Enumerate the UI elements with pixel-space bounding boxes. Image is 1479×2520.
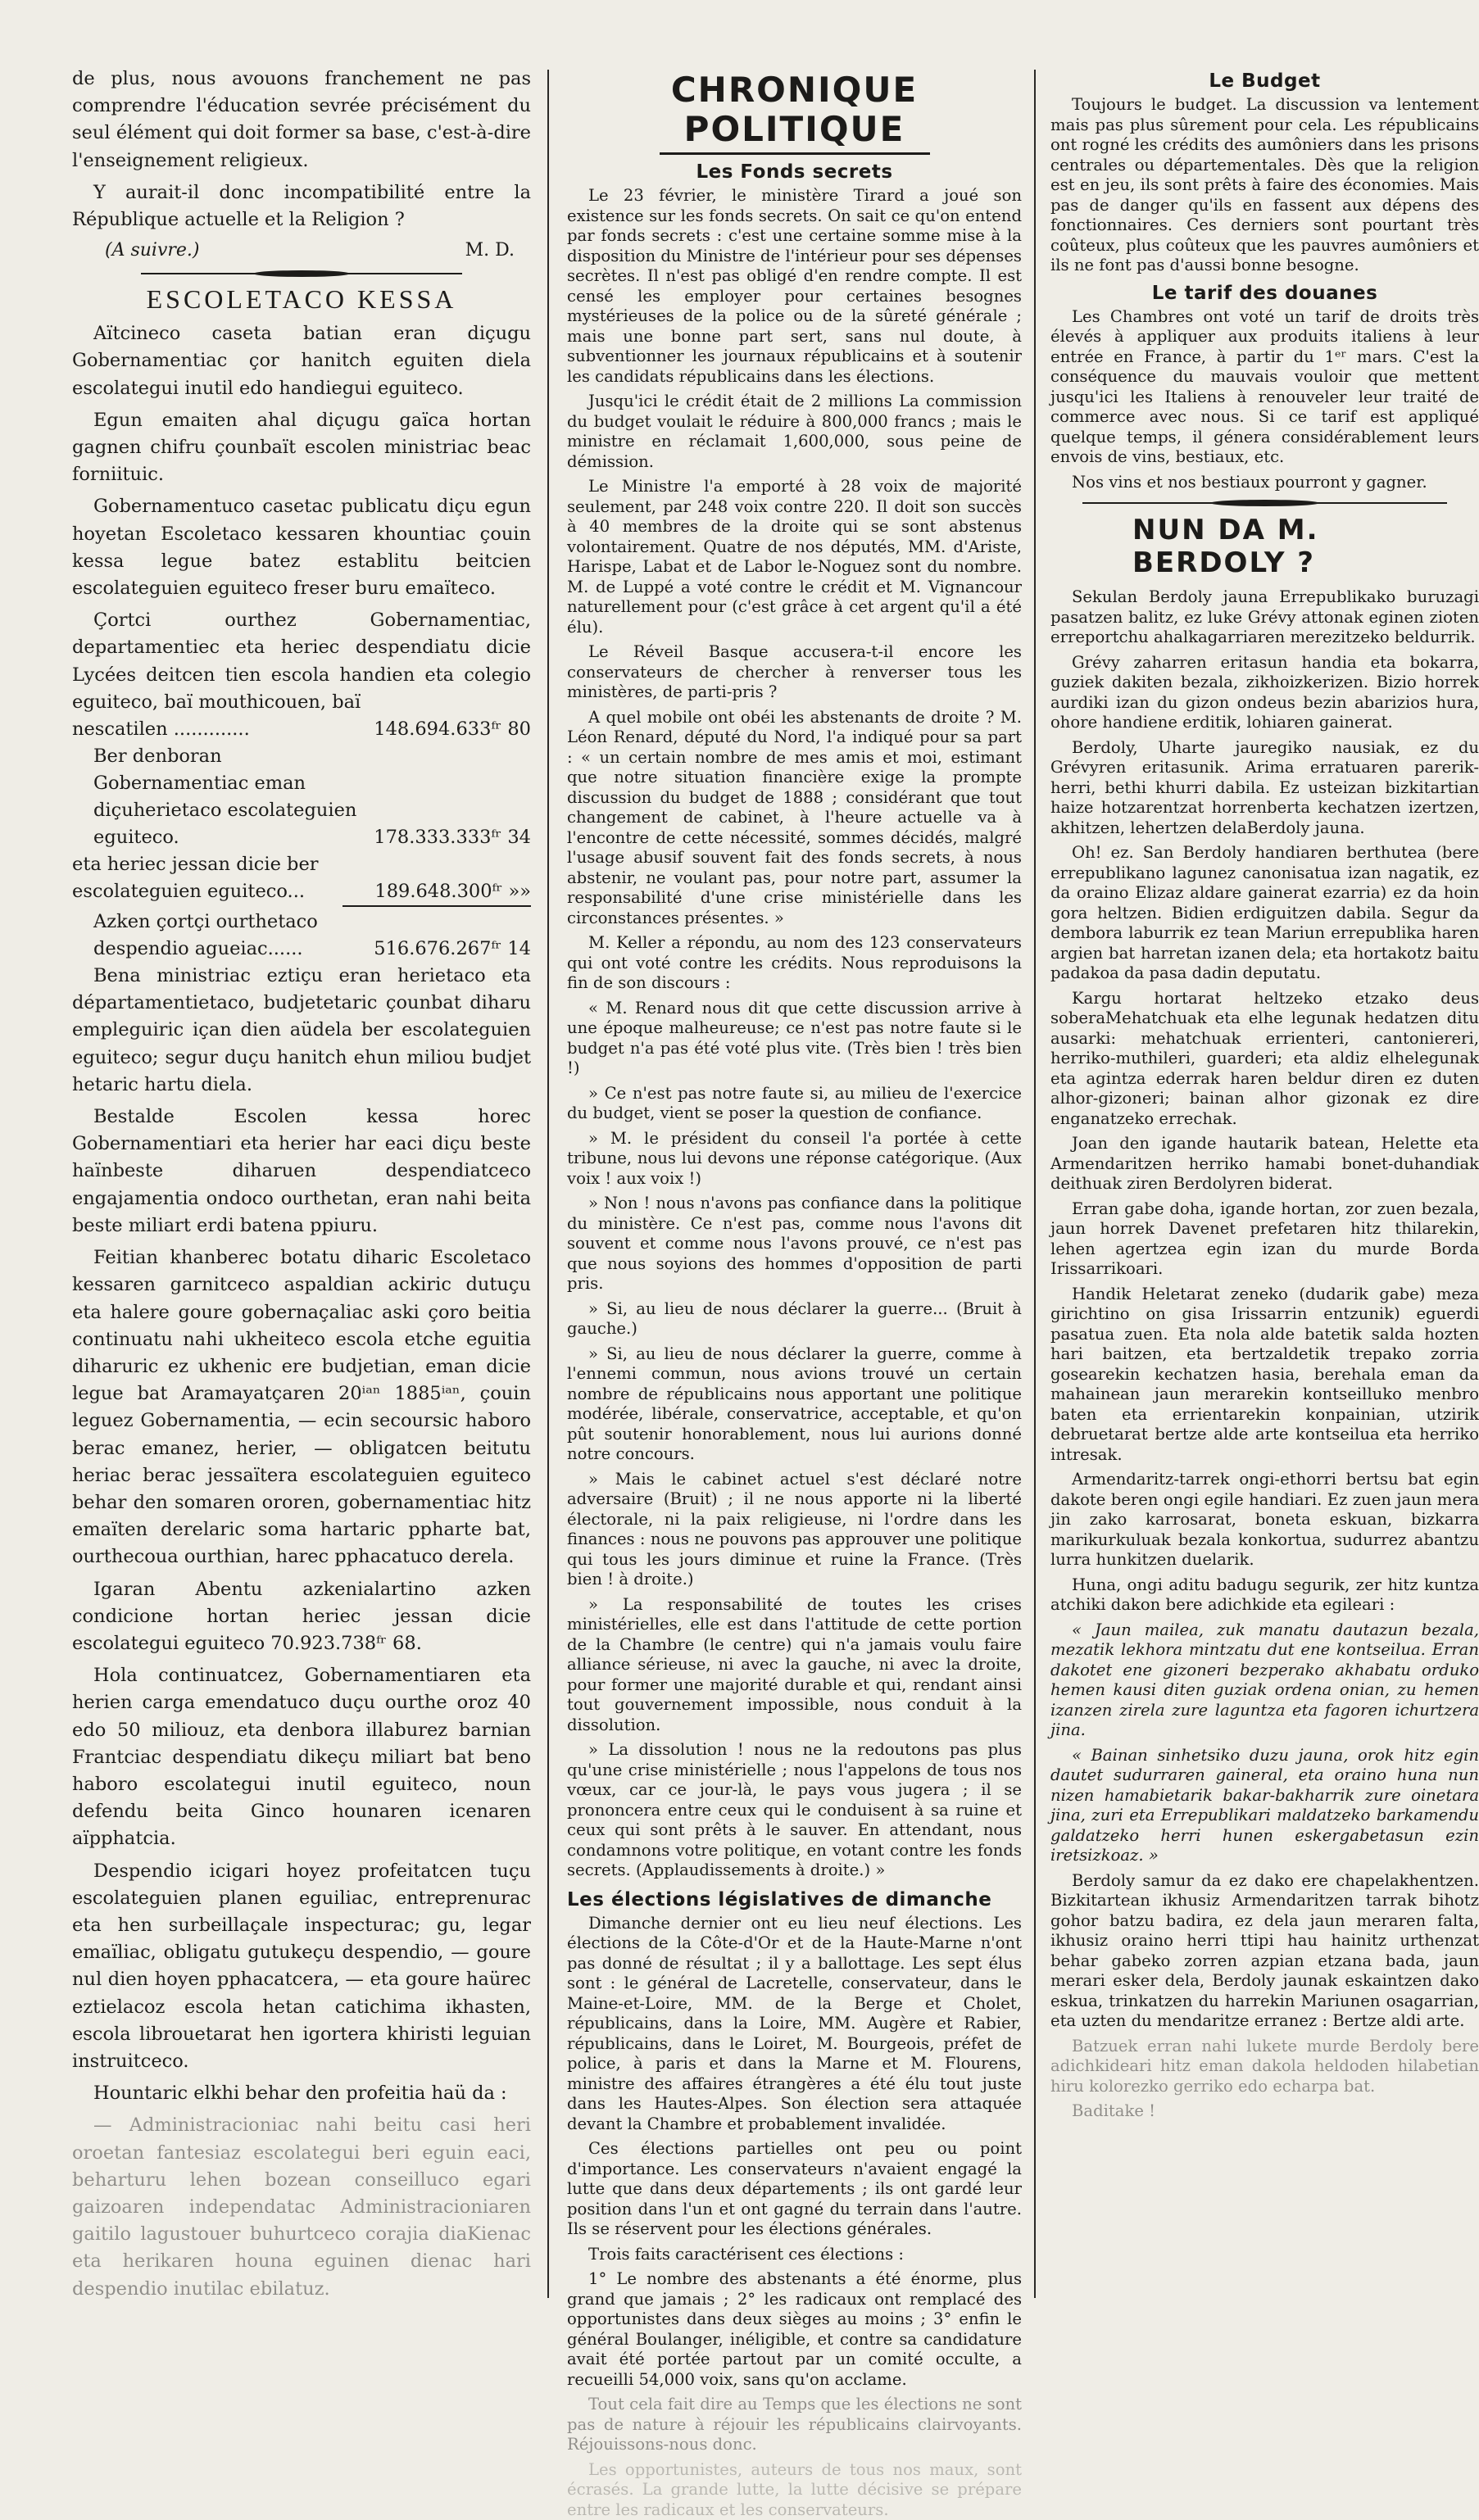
table-value: 148.694.633ᶠʳ 80 (363, 716, 531, 743)
ornamental-rule (141, 270, 462, 278)
quote-paragraph: « Jaun mailea, zuk manatu dautazun bezala, mezatik lekhora mintzatu dut ene kontseilua. Erran dakotet ene gizoneri bezperako akhabatu orduko hemen kausi diten guziak ordena onian, zu hemen izanzen zirela zure laguntza eta fagoren ichurtzera jina. (1050, 1620, 1479, 1741)
paragraph: A quel mobile ont obéi les abstenants de droite ? M. Léon Renard, député du Nord, l'a indiqué pour sa part : « un certain nombre de mes amis et moi, estimant que notre situation financière exige la prompte discussion du budget de 1888 ; considérant que tout changement de cabinet, à l'heure actuelle va à l'encontre de cette nécessité, sommes décidés, malgré l'usage abusif souvent fait des fonds secrets, à nous abstenir, ne voulant pas, pour notre part, assumer la responsabilité d'une crise ministérielle dans les circonstances présentes. » (567, 708, 1022, 929)
table-label: Azken çortçi ourthetaco despendio agueiac...... (72, 909, 363, 963)
table-label: Ber denboran Gobernamentiac eman diçuherietaco escolateguien eguiteco. (72, 743, 363, 851)
paragraph: Joan den igande hautarik batean, Helette eta Armendaritzen herriko hamabi bonet-duhandiak deithuak ziren Berdolyren biderat. (1050, 1134, 1479, 1194)
paragraph: » La responsabilité de toutes les crises ministérielles, elle est dans l'attitude de cette portion de la Chambre (le centre) qui n'a jamais voulu faire alliance sérieuse, ni avec la gauche, ni avec la droite, pour former une majorité durable et qui, rendant ainsi tout gouvernement impossible, nous conduit à la dissolution. (567, 1595, 1022, 1736)
table-label: nescatilen ............. (72, 716, 363, 743)
column-left (72, 66, 531, 2310)
faded-paragraph: Les opportunistes, auteurs de tous nos maux, sont écrasés. La grande lutte, la lutte décisive se prépare entre les radicaux et les conservateurs. (567, 2460, 1022, 2520)
paragraph: Oh! ez. San Berdoly handiaren berthutea (bere errepublikano lagunez canonisatua izan nagatik, ez da oraino Elizaz aldare gainerat ezarria) ez da hoin gora heltzen. Bidien erdiguitzen dabila. Segur da dembora laburrik ez tean Mariun errepublika haren argien bat harretan izanen dela; eta hortakotz baitu padakoa da pasa dadin deputatu. (1050, 843, 1479, 984)
paragraph: Bena ministriac eztiçu eran herietaco eta départamentietaco, budjetetaric çounbat diharu empleguiric içan dien aüdela ber escolateguien eguiteco; segur duçu hanitch ehun miliou budjet hetaric hartu diela. (72, 963, 531, 1099)
signature-line (72, 238, 531, 263)
paragraph: Feitian khanberec botatu diharic Escoletaco kessaren garnitceco aspaldian ackiric dutuçu eta halere goure gobernaçaliac aski çoro beitia continuatu nahi ukheiteco escola etche eguitia diharuric ez ukhenic ere budjetian, eman dicie legue bat Aramayatçaren 20ⁱᵃⁿ 1885ⁱᵃⁿ, çouin leguez Gobernamentia, — ecin secoursic haboro berac emanez, herier, — obligatcen beitutu heriac berac jessaïtera escolateguien eguiteco behar den somaren ororen, gobernamentiac hitz emaïten derelaric soma hartaric ppharte bat, ourthecoua ourthian, harec pphacatuco derela. (72, 1244, 531, 1570)
table-value: 189.648.300ᶠʳ »» (363, 878, 531, 905)
paragraph: » Non ! nous n'avons pas confiance dans la politique du ministère. Ce n'est pas, comme nous l'avons dit souvent et comme nous l'avons prouvé, ce n'est pas que nous soyions des hommes d'opposition de parti pris. (567, 1194, 1022, 1294)
paragraph: Dimanche dernier ont eu lieu neuf élections. Les élections de la Côte-d'Or et de la Haute-Marne n'ont pas donné de résultat ; il y a ballottage. Les sept élus sont : le général de Lacretelle, conservateur, dans le Maine-et-Loire, MM. de la Berge et Cholet, républicains, dans la Loire, MM. Augère et Rabier, républicains, dans le Loiret, M. Bourgeois, préfet de police, à paris et dans la Marne et M. Flourens, ministre des affaires étrangères a été élu tout juste dans les Hautes-Alpes. Son élection sera attaquée devant la Chambre et probablement invalidée. (567, 1914, 1022, 2135)
paragraph: Handik Heletarat zeneko (dudarik gabe) meza girichtino on gisa Irissarrin entzunik) eguerdi pasatua zuen. Eta nola alde batetik salda hozten hari baitzen, eta bertzaldetik trepako zorria gosearekin kechatzen hasia, berehala eman da mahainean jaun merarekin kontseilluko menbro baten eta errientarekin konpainian, utzirik debruetarat bertze alde arte kontseilua eta herriko intresak. (1050, 1285, 1479, 1466)
section-title: ESCOLETACO KESSA (72, 283, 531, 315)
paragraph: Hountaric elkhi behar den profeitia haü da : (72, 2080, 531, 2107)
paragraph: » Ce n'est pas notre faute si, au milieu de l'exercice du budget, vient se poser la question de confiance. (567, 1084, 1022, 1124)
table-value: 516.676.267ᶠʳ 14 (363, 936, 531, 963)
paragraph: Le Ministre l'a emporté à 28 voix de majorité seulement, par 248 voix contre 220. Il doit son succès à 40 membres de la droite qui se sont abstenus volontairement. Quatre de nos députés, MM. d'Ariste, Harispe, Labat et de Labor le-Noguez sont du nombre. M. de Luppé a voté contre le crédit et M. Vignancour naturellement pour (c'est grâce à cet argent qu'il a été élu). (567, 477, 1022, 637)
paragraph: Le Réveil Basque accusera-t-il encore les conservateurs de chercher à renverser tous les ministères, de parti-pris ? (567, 642, 1022, 703)
paragraph: Berdoly, Uharte jauregiko nausiak, ez du Grévyren eritasunik. Arima erratuaren parerik-herri, bethi khurri dabila. Ez usteizan bizkitartian haize hotzarentzat horrenberta kechatzen izertzen, akhitzen, lehertzen delaBerdoly jauna. (1050, 738, 1479, 839)
author-initials: M. D. (465, 238, 515, 263)
title-underline (660, 152, 930, 155)
table-label: eta heriec jessan dicie ber escolateguien eguiteco... (72, 851, 363, 905)
paragraph: Grévy zaharren eritasun handia eta bokarra, guziek dakiten bezala, zikhoizkerizen. Bizio horrek aurdiki izan du gizon ondeus bezin abarizios hura, ohore handiene erditik, lohiaren gainerat. (1050, 653, 1479, 733)
paragraph: Aïtcineco caseta batian eran diçugu Gobernamentiac çor hanitch eguiten diela escolategui inutil edo handiegui eguiteco. (72, 320, 531, 402)
paragraph: Trois faits caractérisent ces élections : (567, 2245, 1022, 2265)
paragraph: Armendaritz-tarrek ongi-ethorri bertsu bat egin dakote beren ongi egile handiari. Ez zuen jaun mera jin zako karrosarat, boneta eskuan, bizkarra marikurkuluak bezala konkortua, sudurrez abantzu lurra hunkitzen duelarik. (1050, 1470, 1479, 1570)
quote-paragraph: « Bainan sinhetsiko duzu jauna, orok hitz egin dautet sudurraren gaineral, eta oraino huna nun nizen hamabietarik bakar-bakharrik zure oinetara jina, zuri eta Errepublikari maldatzeko barkamendu galdatzeko herri hunen eskergabetasun ezin iretsizkoaz. » (1050, 1746, 1479, 1866)
paragraph: Hola continuatcez, Gobernamentiaren eta herien carga emendatuco duçu ourthe oroz 40 edo 50 miliouz, eta denbora illaburez barnian Frantciac despendiatu dikeçu miliart bat beno haboro escolategui inutil eguiteco, noun defendu beita Ginco hounaren icenaren aïpphatcia. (72, 1662, 531, 1852)
paragraph: Ces élections partielles ont peu ou point d'importance. Les conservateurs n'avaient engagé la lutte que dans deux départements ; ils ont gardé leur position dans l'un et ont gagné du terrain dans l'autre. Ils se réservent pour les élections générales. (567, 2139, 1022, 2240)
continuation-note: Baditake ! (1050, 2101, 1479, 2122)
table-row (72, 909, 531, 963)
paragraph: Sekulan Berdoly jauna Errepublikako buruzagi pasatzen balitz, ez luke Grévy attonak eginen zioten erreportchu ahalkagarriaren merezitzeko beldurrik. (1050, 587, 1479, 648)
subheading: Les Fonds secrets (567, 160, 1022, 184)
paragraph: Jusqu'ici le crédit était de 2 millions La commission du budget voulait le réduire à 800,000 francs ; mais le ministre en réclamait 1,600,000, sous peine de démission. (567, 392, 1022, 472)
expense-table (72, 716, 531, 963)
table-value: 178.333.333ᶠʳ 34 (363, 824, 531, 851)
paragraph: » Mais le cabinet actuel s'est déclaré notre adversaire (Bruit) ; il ne nous apporte ni la liberté électorale, ni la paix religieuse, ni l'ordre dans les finances : nous ne pouvons pas approuver une politique qui tous les jours diminue et ruine la France. (Très bien ! à droite.) (567, 1470, 1022, 1590)
paragraph: » Si, au lieu de nous déclarer la guerre... (Bruit à gauche.) (567, 1299, 1022, 1339)
paragraph: Egun emaiten ahal diçugu gaïca hortan gagnen chifru çounbaït escolen ministriac beac forniituic. (72, 407, 531, 489)
paragraph: Erran gabe doha, igande hortan, zor zuen bezala, jaun horrek Davenet prefetaren hitz thilarekin, lehen agertzea egin izan du murde Borda Irissarrikoari. (1050, 1199, 1479, 1280)
paragraph: Nos vins et nos bestiaux pourront y gagner. (1050, 473, 1479, 493)
paragraph: » M. le président du conseil l'a portée à cette tribune, nous lui devons une réponse catégorique. (Aux voix ! aux voix !) (567, 1129, 1022, 1190)
paragraph: Despendio icigari hoyez profeitatcen tuçu escolateguien planen eguiliac, entreprenurac eta hen surbeillaçale inspecturac; gu, legar emaïliac, obligatu gutukeçu despendio, — goure nul dien hoyen pphacatcera, — eta goure haürec eztielacoz escola hetan catichima ikhasten, escola librouetarat hen igortera khiristi leguian instruitceco. (72, 1858, 531, 2076)
paragraph: Bestalde Escolen kessa horec Gobernamentiari eta herier har eaci diçu beste haïnbeste diharuen despendiatceco engajamentia ondoco ourthetan, eran nahi beita beste miliart erdi batena ppiuru. (72, 1104, 531, 1240)
faded-paragraph: Tout cela fait dire au Temps que les élections ne sont pas de nature à réjouir les républicains clairvoyants. Réjouissons-nous donc. (567, 2395, 1022, 2455)
faded-paragraph: Batzuek erran nahi lukete murde Berdoly bere adichkideari hitz eman dakola heldoden hilabetian hiru kolorezko gerriko edo echarpa bat. (1050, 2037, 1479, 2097)
faded-paragraph: — Administracioniac nahi beitu casi heri oroetan fantesiaz escolategui beri eguin eaci, beharturu lehen bozean conseilluco egari gaizoaren independatac Administracioniaren gaitilo lagustouer buhurtceco corajia diaKienac eta herikaren houna eguinen dienac hari despendio inutilac ebilatuz. (72, 2112, 531, 2302)
paragraph: Huna, ongi aditu badugu segurik, zer hitz kuntza atchiki dakon bere adichkide eta egileari : (1050, 1575, 1479, 1616)
ornamental-rule (1082, 499, 1447, 507)
paragraph: Kargu hortarat heltzeko etzako deus soberaMehatchuak eta elhe legunak hedatzen ditu ausarki: mehatchuak errienteri, cantoniereri, herriko-muthileri, guarderi; eta aldiz elhelegunak eta agintza ederrak haren beldur diren ez duten alhor-gizoneri; bainan alhor gizonak ez dire enganatzeko errechak. (1050, 989, 1479, 1130)
paragraph: « M. Renard nous dit que cette discussion arrive à une époque malheureuse; ce n'est pas notre faute si le budget n'a pas été voté plus vite. (Très bien ! très bien !) (567, 999, 1022, 1079)
subheading: Les élections législatives de dimanche (567, 1888, 1022, 1912)
subheading: Le Budget (1050, 69, 1479, 93)
section-title: NUN DA M. BERDOLY ? (1050, 514, 1479, 579)
subheading: Le tarif des douanes (1050, 281, 1479, 306)
table-row (72, 716, 531, 743)
paragraph: Y aurait-il donc incompatibilité entre la République actuelle et la Religion ? (72, 179, 531, 233)
paragraph: M. Keller a répondu, au nom des 123 conservateurs qui ont voté contre les crédits. Nous reproduisons la fin de son discours : (567, 933, 1022, 994)
paragraph: Le 23 février, le ministère Tirard a joué son existence sur les fonds secrets. On sait ce qu'on entend par fonds secrets : c'est une certaine somme mise à la disposition du Ministre de l'intérieur pour ses dépenses secrètes. Il n'est pas obligé d'en rendre compte. Il est censé les employer pour certaines besognes mystérieuses de la police ou de la sûreté générale ; mais une bonne part sert, sans nul doute, à subventionner les journaux républicains et à soutenir les candidats républicains dans les élections. (567, 186, 1022, 387)
column-rule (1034, 70, 1036, 2298)
paragraph: » La dissolution ! nous ne la redoutons pas plus qu'une crise ministérielle ; nous l'appelons de tous nos vœux, car ce jour-là, le pays vous jugera ; il se prononcera entre ceux qui le conduisent à sa ruine et ceux qui sont prêts à le sauver. En attendant, nous condamnons votre politique, en votant contre les fonds secrets. (Applaudissements à droite.) » (567, 1740, 1022, 1881)
column-rule (547, 70, 549, 2298)
column-right (1050, 66, 1479, 2310)
table-row (72, 743, 531, 851)
paragraph: Gobernamentuco casetac publicatu diçu egun hoyetan Escoletaco kessaren khountiac çouin kessa legue batez establitu beitcien escolateguien eguiteco freser buru emaïteco. (72, 493, 531, 602)
paragraph: Berdoly samur da ez dako ere chapelakhentzen. Bizkitartean ikhusiz Armendaritzen tarrak bihotz gohor batzu badira, ez dela jaun meraren falta, ikhusiz oraino herri ttipi hau hainitz urthenzat behar gabeko zorren azpian etzana bada, jaun merari esker dela, Berdoly jaunak eskaintzen dako eskua, trinkatzen du harrekin Mariunen osagarrian, eta uzten du mendaritze erranez : Bertze aldi arte. (1050, 1871, 1479, 2032)
paragraph: Igaran Abentu azkenialartino azken condicione hortan heriec jessan dicie escolategui eguiteco 70.923.738ᶠʳ 68. (72, 1576, 531, 1658)
paragraph: de plus, nous avouons franchement ne pas comprendre l'éducation sevrée précisément du seul élément qui doit former sa base, c'est-à-dire l'enseignement religieux. (72, 66, 531, 174)
column-middle (567, 66, 1022, 2310)
paragraph: 1° Le nombre des abstenants a été énorme, plus grand que jamais ; 2° les radicaux ont remplacé des opportunistes dans deux sièges au moins ; 3° enfin le général Boulanger, inéligible, et contre sa candidature avait été portée partout par un comité occulte, a recueilli 54,000 voix, sans qu'on acclame. (567, 2269, 1022, 2390)
to-be-continued: (A suivre.) (105, 238, 200, 263)
section-title: CHRONIQUE POLITIQUE (567, 70, 1022, 149)
table-row (72, 851, 531, 905)
paragraph: Les Chambres ont voté un tarif de droits très élevés à appliquer aux produits italiens à leur entrée en France, à partir du 1ᵉʳ mars. C'est la conséquence du mauvais vouloir que mettent jusqu'ici les Italiens à renouveler leur traité de commerce avec nous. Si ce tarif est appliqué quelque temps, il génera considérablement leurs envois de vins, bestiaux, etc. (1050, 307, 1479, 468)
paragraph: Çortci ourthez Gobernamentiac, departamentiec eta heriec despendiatu dicie Lycées deitcen tien escola handien eta colegio eguiteco, baï mouthicouen, baï (72, 607, 531, 716)
paragraph: » Si, au lieu de nous déclarer la guerre, comme à l'ennemi commun, nous avions trouvé un certain nombre de républicains nous apportant une politique modérée, libérale, conservatrice, acceptable, et qu'on pût soutenir honorablement, nous lui aurions donné notre concours. (567, 1344, 1022, 1465)
paragraph: Toujours le budget. La discussion va lentement mais pas plus sûrement pour cela. Les républicains ont rogné les crédits des aumôniers dans les prisons centrales ou départementales. Dès que la religion est en jeu, ils sont prêts à faire des économies. Mais pas de danger qu'ils en fassent aux dépens des fonctionnaires. Ces derniers sont pourtant très coûteux, plus coûteux que les pauvres aumôniers et ils ne font pas d'aussi bonne besogne. (1050, 95, 1479, 276)
